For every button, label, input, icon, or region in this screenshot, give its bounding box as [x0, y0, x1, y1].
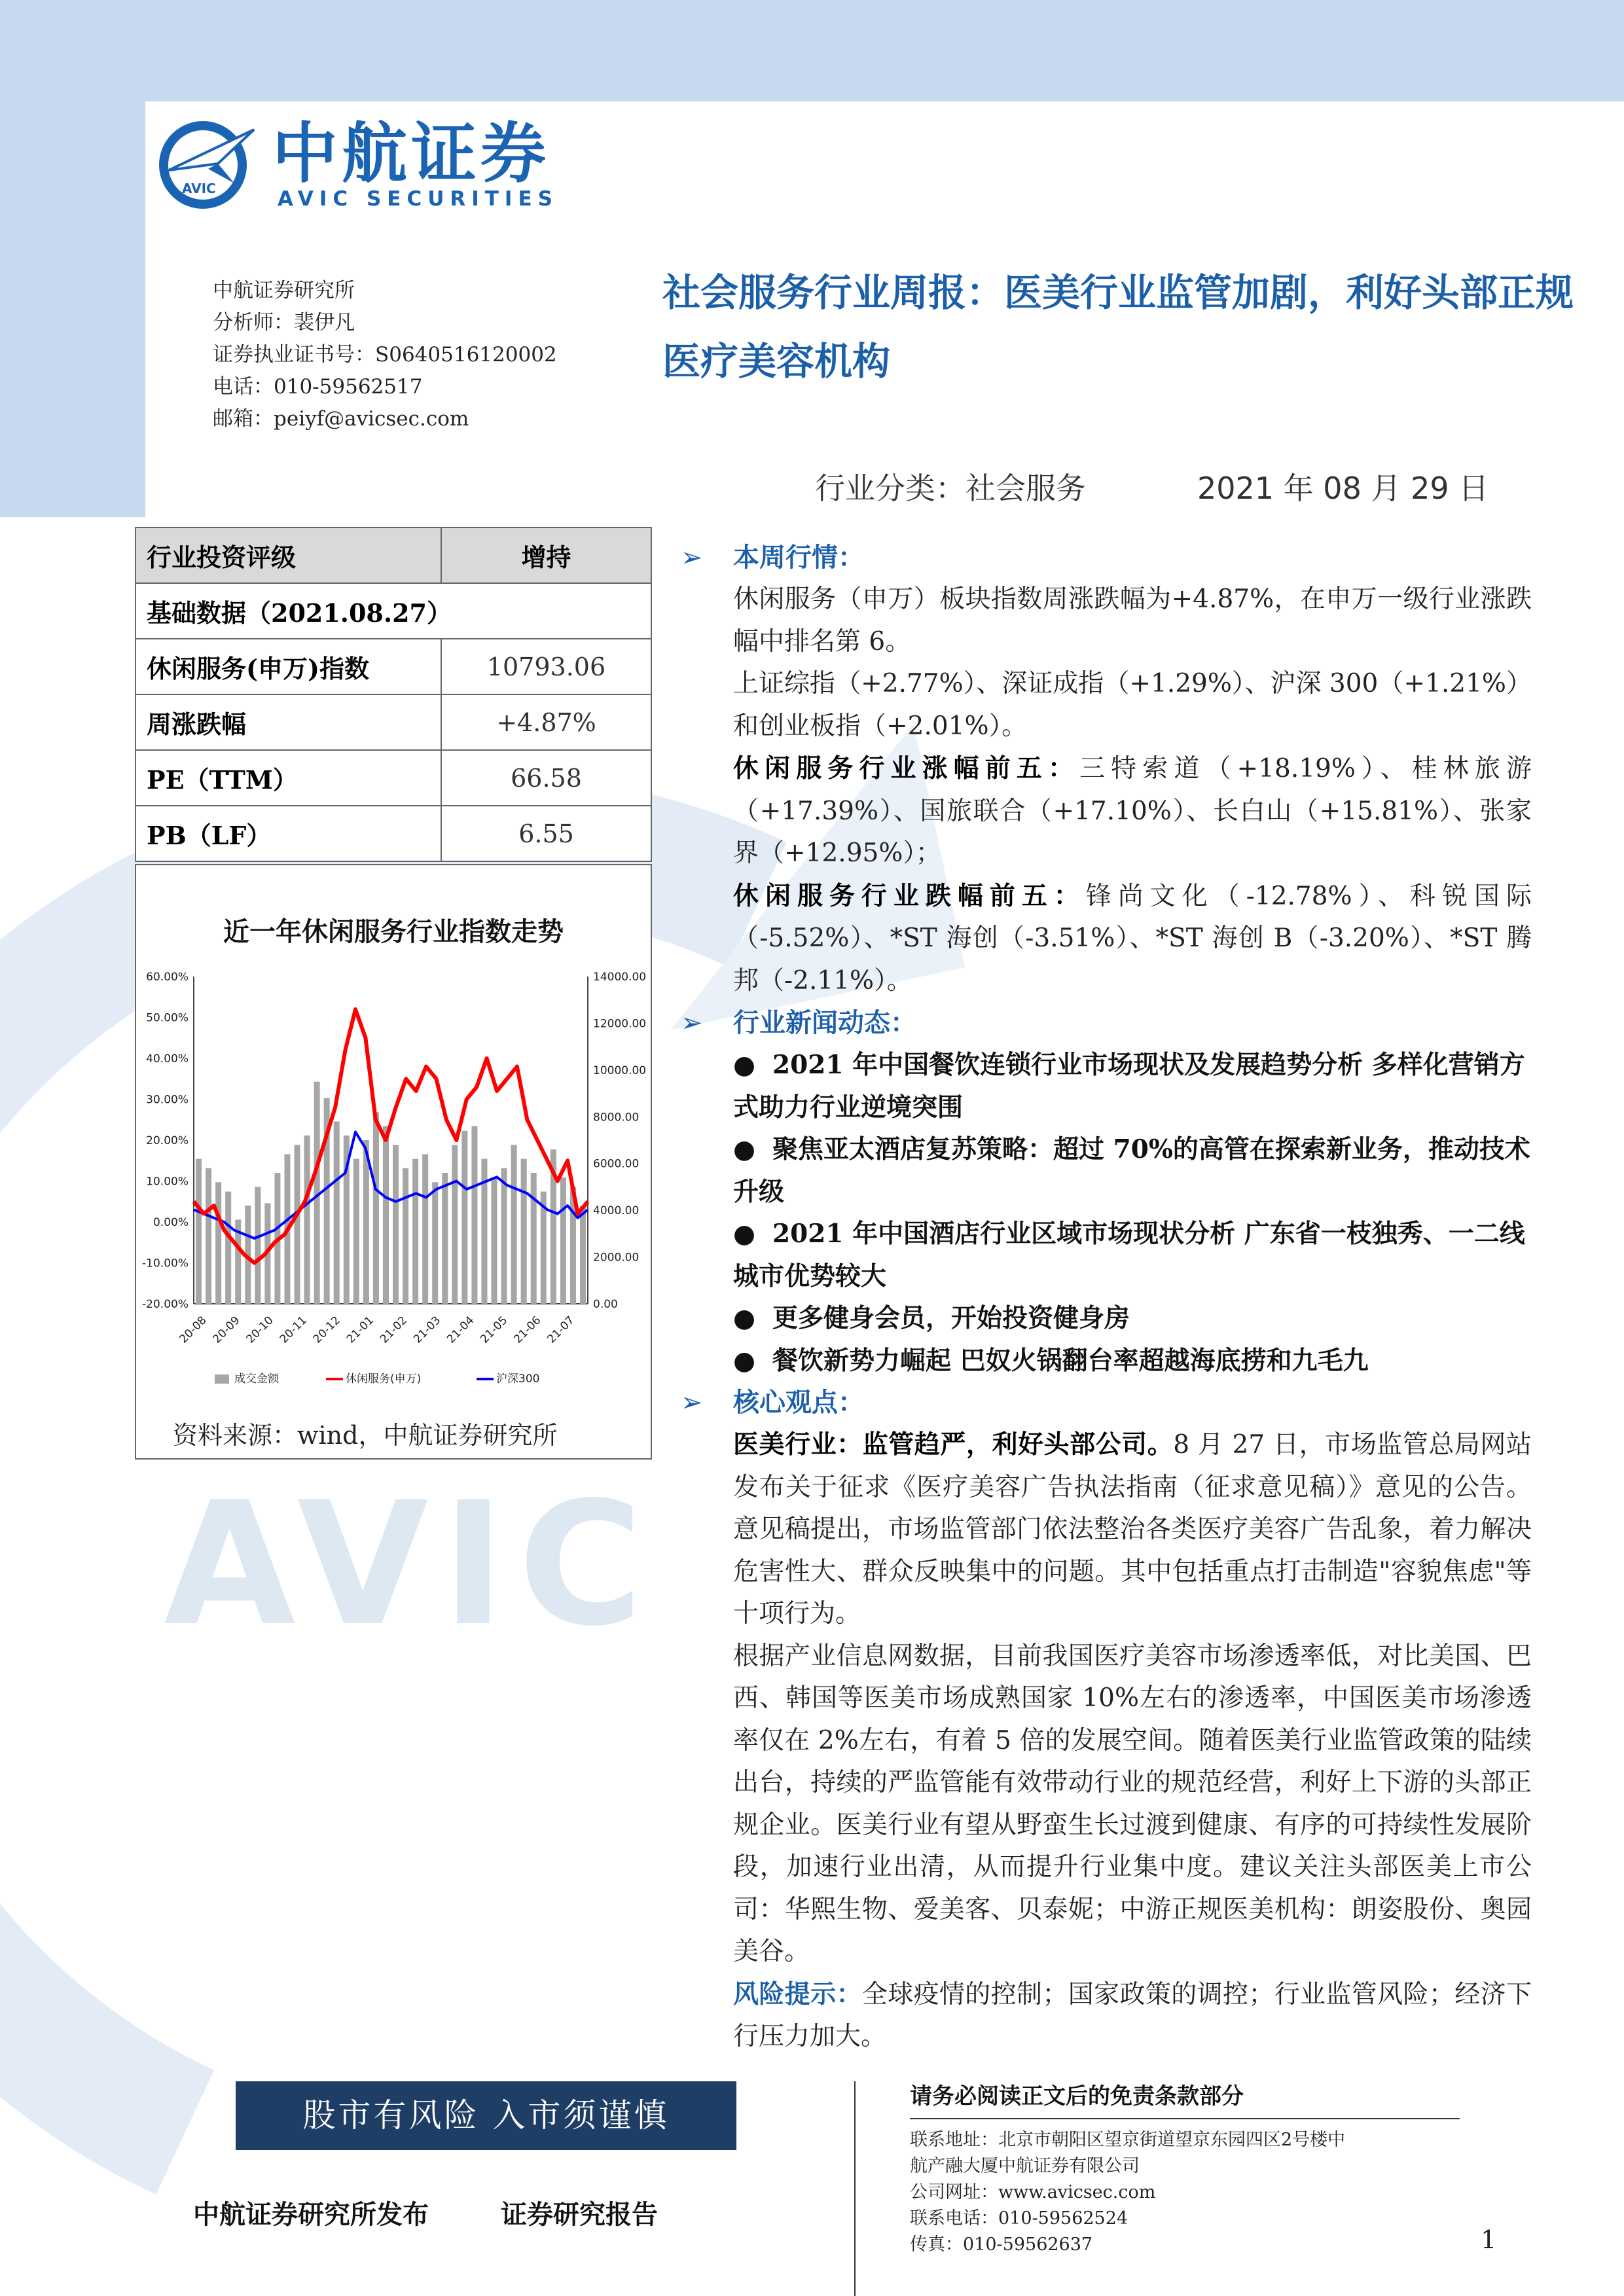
analyst-info: [213, 275, 557, 435]
table-row: [135, 694, 651, 750]
logo-english: AVIC SECURITIES: [278, 187, 558, 211]
bullet-icon: ●: [733, 1303, 756, 1333]
website[interactable]: 公司网址：www.avicsec.com: [910, 2182, 1156, 2202]
row-value: 6.55: [441, 806, 651, 861]
table-row: [135, 750, 651, 806]
volume-bar: [215, 1182, 221, 1304]
volume-bar: [334, 1121, 340, 1304]
chart-source: 资料来源：wind，中航证券研究所: [173, 1421, 558, 1450]
paragraph-lead: 休闲服务行业跌幅前五：: [733, 880, 1086, 911]
paragraph: 根据产业信息网数据，目前我国医疗美容市场渗透率低，对比美国、巴西、韩国等医美市场成熟国家 10%左右的渗透率，中国医美市场渗透率仅在 2%左右，有着 5 倍的发展空间。随着医美行业监管政策的陆续出台，持续的严监管能有效带动行业的规范经营，利好上下游的头部正规企业。医美行业有望从野蛮生长过渡到健康、有序的可持续性发展阶段，加速行业出清，从而提升行业集中度。建议关注头部医美上市公司：华熙生物、爱美客、贝泰妮；中游正规医美机构：朗姿股份、奥园美谷。: [733, 1641, 1532, 1966]
fax: 传真：010-59562637: [910, 2234, 1093, 2255]
bullet-icon: ●: [733, 1134, 756, 1164]
section-heading: [681, 1382, 1532, 1424]
institute: 中航证券研究所: [213, 279, 355, 302]
row-value: 66.58: [441, 750, 651, 806]
analyst-email[interactable]: 邮箱：peiyf@avicsec.com: [213, 407, 469, 431]
emblem-label: AVIC: [182, 181, 216, 196]
row-value: +4.87%: [441, 694, 651, 750]
volume-bar: [422, 1154, 428, 1304]
volume-bar: [521, 1159, 527, 1304]
row-label: 周涨跌幅: [135, 694, 441, 750]
basic-data-label: 基础数据（2021.08.27）: [135, 583, 651, 639]
section-title: 行业新闻动态：: [733, 1008, 916, 1038]
y-tick-label-left: 10.00%: [146, 1175, 189, 1189]
y-tick-label-left: 40.00%: [146, 1052, 189, 1066]
x-tick-label: 21-04: [444, 1314, 477, 1346]
volume-bar: [492, 1177, 497, 1304]
paragraph-lead: 医美行业：监管趋严，利好头部公司。: [733, 1429, 1174, 1460]
disclaimer: 请务必阅读正文后的免责条款部分: [910, 2083, 1244, 2109]
volume-bar: [580, 1206, 586, 1304]
x-tick-label: 21-07: [545, 1314, 577, 1346]
y-tick-label-left: -20.00%: [142, 1298, 189, 1311]
news-item[interactable]: [681, 1340, 1532, 1382]
y-tick-label-left: 20.00%: [146, 1134, 189, 1147]
volume-bar: [353, 1159, 359, 1304]
paragraph-lead: 休闲服务行业涨幅前五：: [733, 753, 1080, 783]
rating-value: 增持: [441, 528, 651, 583]
industry-category: 行业分类：社会服务: [815, 471, 1086, 506]
rating-label: 行业投资评级: [135, 528, 441, 583]
paragraph: 上证综指（+2.77%）、深证成指（+1.29%）、沪深 300（+1.21%）和创业板指（+2.01%）。: [733, 669, 1532, 741]
y-tick-label-right: 6000.00: [593, 1157, 640, 1171]
row-label: PE（TTM）: [135, 750, 441, 806]
volume-bar: [471, 1126, 477, 1304]
risk-slogan: 股市有风险 入市须谨慎: [236, 2081, 736, 2150]
risk-text: 全球疫情的控制；国家政策的调控；行业监管风险；经济下行压力加大。: [733, 1979, 1532, 2051]
volume-bar: [461, 1131, 467, 1304]
legend-label: 休闲服务(申万): [346, 1372, 422, 1386]
volume-bar: [452, 1145, 458, 1304]
analyst-phone: 电话：010-59562517: [213, 375, 423, 399]
x-tick-label: 21-06: [511, 1314, 544, 1346]
rating-row: [135, 528, 651, 583]
index-chart-box: [135, 864, 652, 1460]
address-line: 联系地址：北京市朝阳区望京街道望京东园四区2号楼中: [910, 2130, 1346, 2150]
y-tick-label-left: 50.00%: [146, 1011, 189, 1025]
x-tick-label: 20-08: [177, 1314, 209, 1346]
legend-label: 沪深300: [496, 1372, 540, 1386]
paragraph: [681, 875, 1532, 1003]
volume-bar: [255, 1187, 261, 1304]
series-line: [194, 1009, 588, 1263]
volume-bar: [501, 1168, 507, 1304]
right-column: [681, 537, 1532, 2058]
x-tick-label: 20-12: [310, 1314, 343, 1346]
news-title: 聚焦亚太酒店复苏策略：超过 70%的高管在探索新业务，推动技术升级: [733, 1134, 1530, 1207]
section-heading: [681, 537, 1532, 579]
bullet-icon: ●: [733, 1345, 756, 1376]
logo-chinese: 中航证券: [272, 115, 550, 192]
news-item[interactable]: [681, 1128, 1532, 1213]
x-tick-label: 20-09: [210, 1314, 243, 1346]
arrow-icon: ➢: [681, 1388, 703, 1418]
volume-bar: [511, 1145, 517, 1304]
index-chart: [136, 950, 651, 1408]
report-type: 证券研究报告: [501, 2200, 658, 2230]
section-title: 本周行情：: [733, 543, 864, 573]
publisher-line: [193, 2194, 658, 2231]
page-number: 1: [1481, 2225, 1497, 2254]
cert-number: 证券执业证书号：S0640516120002: [213, 343, 557, 367]
x-tick-label: 21-05: [478, 1314, 511, 1346]
y-tick-label-right: 2000.00: [593, 1251, 640, 1265]
y-tick-label-right: 10000.00: [593, 1064, 647, 1077]
y-tick-label-right: 4000.00: [593, 1204, 640, 1218]
y-tick-label-right: 0.00: [593, 1298, 618, 1311]
basic-data-row: [135, 583, 651, 639]
y-tick-label-right: 8000.00: [593, 1111, 640, 1124]
bullet-icon: ●: [733, 1219, 756, 1249]
volume-bar: [304, 1136, 310, 1304]
risk-label: 风险提示：: [733, 1979, 862, 2009]
volume-bar: [295, 1145, 300, 1304]
report-title: 社会服务行业周报：医美行业监管加剧，利好头部正规医疗美容机构: [662, 270, 1574, 384]
volume-bar: [383, 1126, 389, 1304]
paragraph-text: 8 月 27 日，市场监管总局网站发布关于征求《医疗美容广告执法指南（征求意见稿）》意见的公告。意见稿提出，市场监管部门依法整治各类医疗美容广告乱象，着力解决危害性大、群众反映集中的问题。其中包括重点打击制造"容貌焦虑"等十项行为。: [733, 1430, 1532, 1628]
publisher: 中航证券研究所发布: [193, 2200, 429, 2230]
footer-divider: [854, 2081, 856, 2296]
volume-bar: [412, 1159, 418, 1304]
paragraph: [681, 747, 1532, 875]
legend-label: 成交金额: [234, 1372, 279, 1386]
avic-emblem-icon: [156, 118, 261, 209]
footer-rule: [910, 2118, 1460, 2119]
x-tick-label: 21-03: [411, 1314, 444, 1346]
arrow-icon: ➢: [681, 543, 703, 573]
news-title: 2021 年中国餐饮连锁行业市场现状及发展趋势分析 多样化营销方式助力行业逆境突围: [733, 1050, 1525, 1122]
volume-bar: [393, 1145, 399, 1304]
volume-bar: [560, 1177, 566, 1304]
row-label: 休闲服务(申万)指数: [135, 639, 441, 694]
x-tick-label: 20-10: [244, 1314, 276, 1346]
left-band: [0, 0, 145, 517]
volume-bar: [442, 1173, 448, 1304]
news-item[interactable]: [681, 1297, 1532, 1340]
volume-bar: [196, 1159, 202, 1304]
x-tick-label: 20-11: [277, 1314, 310, 1346]
y-tick-label-right: 12000.00: [593, 1017, 647, 1031]
company-logo: [156, 115, 575, 216]
analyst-name: 分析师：裴伊凡: [213, 311, 355, 334]
y-tick-label-left: 60.00%: [146, 971, 189, 984]
y-tick-label-left: 30.00%: [146, 1093, 189, 1107]
contact-info: [910, 2127, 1345, 2258]
header-band: [0, 0, 1624, 101]
category-line: [815, 465, 1489, 508]
news-item[interactable]: [681, 1044, 1532, 1128]
volume-bar: [531, 1173, 537, 1304]
x-tick-label: 21-01: [344, 1314, 376, 1346]
table-row: [135, 639, 651, 694]
volume-bar: [403, 1168, 408, 1304]
volume-bar: [206, 1168, 211, 1304]
section-heading: [681, 1002, 1532, 1044]
paragraph: [681, 1424, 1532, 1636]
table-row: [135, 806, 651, 861]
row-label: PB（LF）: [135, 806, 441, 861]
legend-swatch: [215, 1374, 229, 1384]
news-title: 餐饮新势力崛起 巴奴火锅翻台率超越海底捞和九毛九: [772, 1345, 1369, 1376]
y-tick-label-right: 14000.00: [593, 971, 647, 984]
news-title: 更多健身会员，开始投资健身房: [772, 1303, 1130, 1333]
volume-bar: [225, 1192, 231, 1304]
chart-title: 近一年休闲服务行业指数走势: [223, 916, 564, 947]
watermark-text: AVIC: [164, 1466, 657, 1664]
y-tick-label-left: 0.00%: [153, 1216, 189, 1229]
paragraph-text: 锋尚文化（-12.78%）、科锐国际（-5.52%）、*ST 海创（-3.51%）、*ST 海创 B（-3.20%）、*ST 腾邦（-2.11%）。: [733, 881, 1532, 996]
news-title: 2021 年中国酒店行业区域市场现状分析 广东省一枝独秀、一二线城市优势较大: [733, 1219, 1525, 1291]
paragraph-text: 三特索道（+18.19%）、桂林旅游（+17.39%）、国旅联合（+17.10%）、长白山（+15.81%）、张家界（+12.95%）；: [733, 754, 1532, 868]
volume-bar: [373, 1112, 379, 1304]
bullet-icon: ●: [733, 1050, 756, 1080]
paragraph: 休闲服务（申万）板块指数周涨跌幅为+4.87%，在申万一级行业涨跌幅中排名第 6。: [733, 584, 1532, 656]
contact-phone: 联系电话：010-59562524: [910, 2208, 1128, 2229]
report-date: 2021 年 08 月 29 日: [1197, 471, 1489, 506]
row-value: 10793.06: [441, 639, 651, 694]
section-title: 核心观点：: [733, 1388, 864, 1418]
x-tick-label: 21-02: [378, 1314, 410, 1346]
rating-table: [135, 527, 652, 862]
series-line: [194, 1132, 588, 1239]
address-line: 航产融大厦中航证券有限公司: [910, 2156, 1140, 2176]
volume-bar: [432, 1182, 438, 1304]
arrow-icon: ➢: [681, 1008, 703, 1038]
y-tick-label-left: -10.00%: [142, 1257, 189, 1270]
news-item[interactable]: [681, 1213, 1532, 1297]
risk-paragraph: [681, 1973, 1532, 2058]
